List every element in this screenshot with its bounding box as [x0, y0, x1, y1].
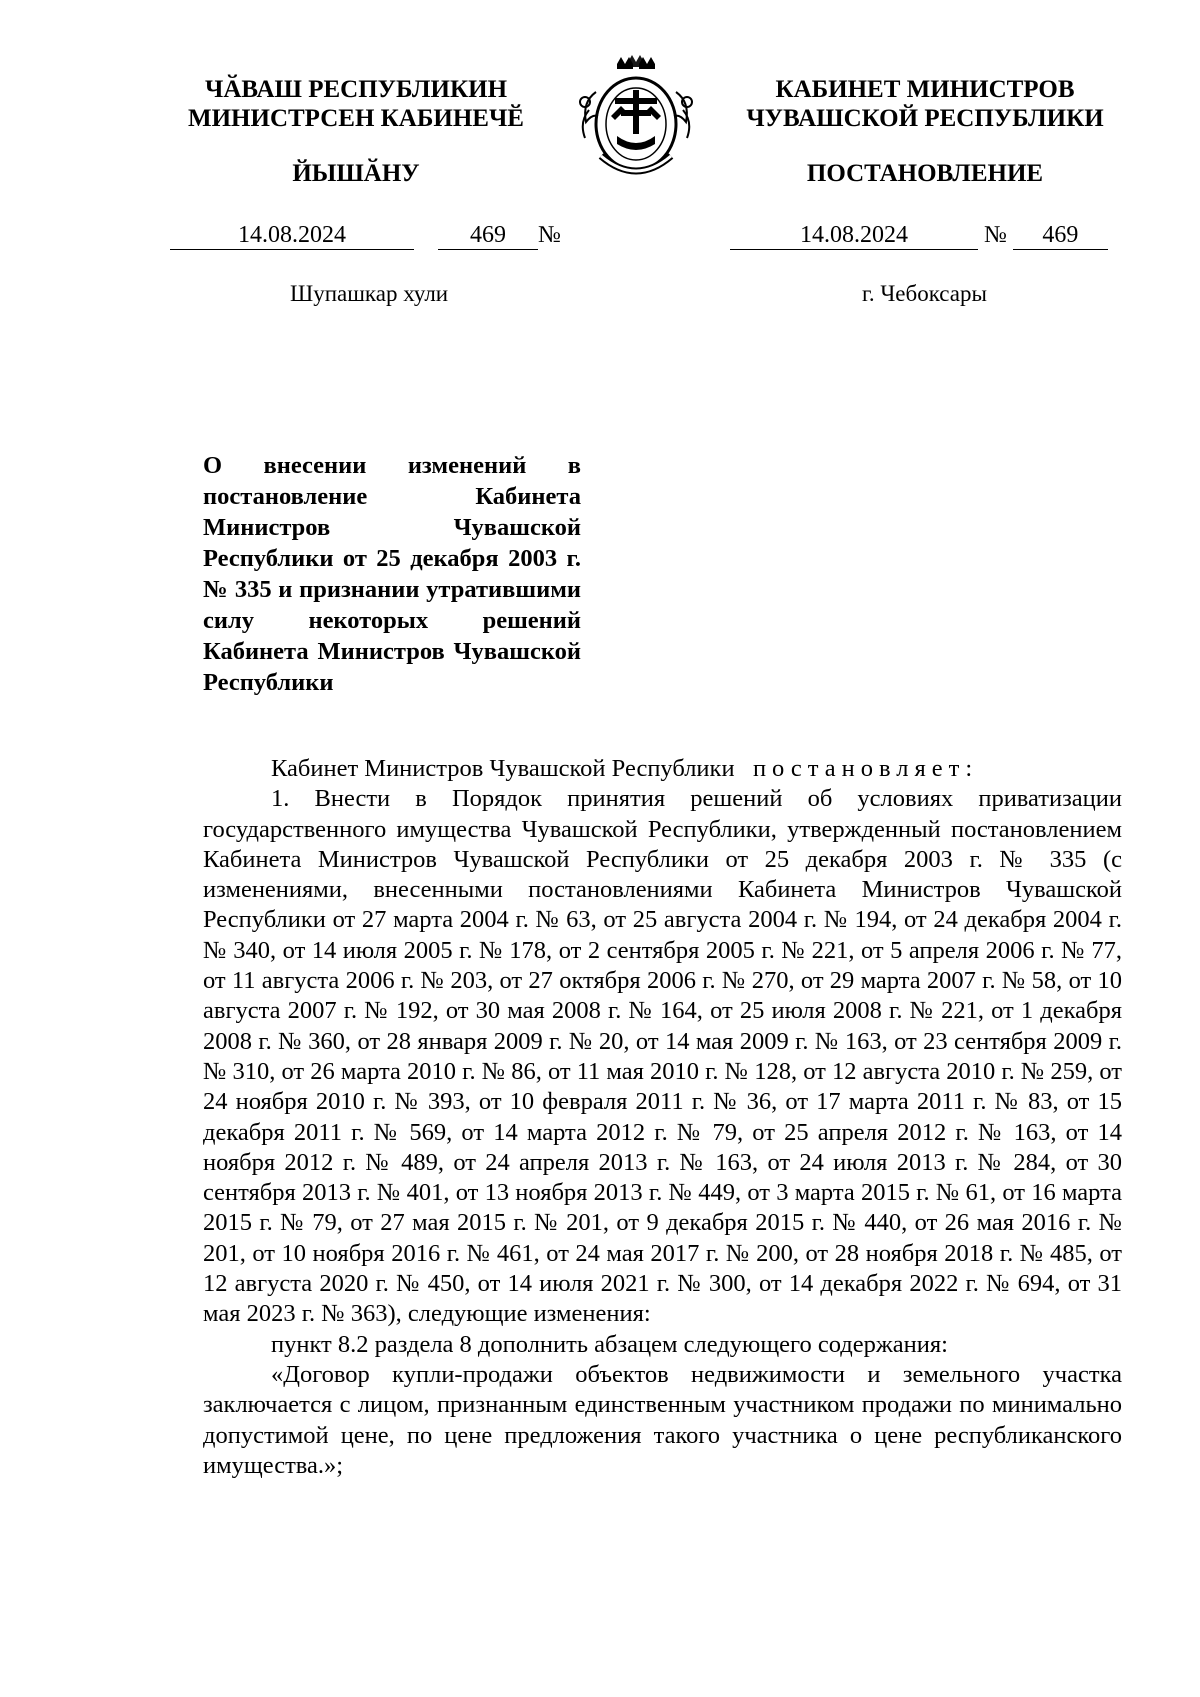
doc-type-chuvash: ЙЫШӐНУ	[292, 160, 420, 187]
date-number-line-chuvash	[170, 222, 561, 250]
header-chuvash-line1: ЧӐВАШ РЕСПУБЛИКИН	[204, 76, 508, 103]
place-chuvash: Шупашкар хули	[290, 281, 449, 306]
chuvash-emblem-icon	[565, 52, 707, 184]
preamble-lead: Кабинет Министров Чувашской Республики	[271, 755, 735, 782]
date-number-line-russian	[730, 222, 1108, 250]
paragraph-3: «Договор купли-продажи объектов недвижимости и земельного участка заключается с лицом, признанным единственным участником продажи по минимально допустимой цене, по цене предложения такого участника о цене республиканского имущества.»;	[203, 1360, 1122, 1479]
document-title: О внесении изменений в постановление Кабинета Министров Чувашской Республики от 25 декабря 2003 г. № 335 и признании утратившими силу некоторых решений Кабинета Министров Чувашской Республики	[203, 452, 581, 696]
number-russian: 469	[1013, 222, 1108, 250]
date-russian: 14.08.2024	[730, 222, 978, 250]
header-russian-block	[715, 75, 1135, 133]
header-chuvash-block	[150, 75, 562, 133]
preamble-verb: постановляет:	[752, 755, 979, 782]
header-russian-line1: КАБИНЕТ МИНИСТРОВ	[775, 76, 1075, 103]
number-sign-russian: №	[984, 222, 1007, 248]
header-chuvash-line2: МИНИСТРСЕН КАБИНЕЧӖ	[188, 105, 524, 132]
place-russian: г. Чебоксары	[862, 281, 987, 306]
paragraph-1: 1. Внести в Порядок принятия решений об условиях приватизации государственного имущества Чувашской Республики, утвержденный постановлением Кабинета Министров Чувашской Республики от 25 декабря 2003 г. № 335 (с изменениями, внесенными постановлениями Кабинета Министров Чувашской Республики от 27 марта 2004 г. № 63, от 25 августа 2004 г. № 194, от 24 декабря 2004 г. № 340, от 14 июля 2005 г. № 178, от 2 сентября 2005 г. № 221, от 5 апреля 2006 г. № 77, от 11 августа 2006 г. № 203, от 27 октября 2006 г. № 270, от 29 марта 2007 г. № 58, от 10 августа 2007 г. № 192, от 30 мая 2008 г. № 164, от 25 июля 2008 г. № 221, от 1 декабря 2008 г. № 360, от 28 января 2009 г. № 20, от 14 мая 2009 г. № 163, от 23 сентября 2009 г. № 310, от 26 марта 2010 г. № 86, от 11 мая 2010 г. № 128, от 12 августа 2010 г. № 259, от 24 ноября 2010 г. № 393, от 10 февраля 2011 г. № 36, от 17 марта 2011 г. № 83, от 15 декабря 2011 г. № 569, от 14 марта 2012 г. № 79, от 25 апреля 2012 г. № 163, от 14 ноября 2012 г. № 489, от 24 апреля 2013 г. № 163, от 24 июля 2013 г. № 284, от 30 сентября 2013 г. № 401, от 13 ноября 2013 г. № 449, от 3 марта 2015 г. № 61, от 16 марта 2015 г. № 79, от 27 мая 2015 г. № 201, от 9 декабря 2015 г. № 440, от 26 мая 2016 г. № 201, от 10 ноября 2016 г. № 461, от 24 мая 2017 г. № 200, от 28 ноября 2018 г. № 485, от 12 августа 2020 г. № 450, от 14 июля 2021 г. № 300, от 14 декабря 2022 г. № 694, от 31 мая 2023 г. № 363), следующие изменения:	[203, 785, 1122, 1328]
header-russian-line2: ЧУВАШСКОЙ РЕСПУБЛИКИ	[746, 105, 1104, 132]
doc-type-russian: ПОСТАНОВЛЕНИЕ	[806, 160, 1044, 187]
date-chuvash: 14.08.2024	[170, 222, 414, 250]
document-body	[203, 754, 1122, 1481]
paragraph-2: пункт 8.2 раздела 8 дополнить абзацем следующего содержания:	[271, 1330, 948, 1358]
number-sign-chuvash: №	[538, 222, 561, 248]
number-chuvash: 469	[438, 222, 538, 250]
preamble	[203, 754, 1122, 784]
